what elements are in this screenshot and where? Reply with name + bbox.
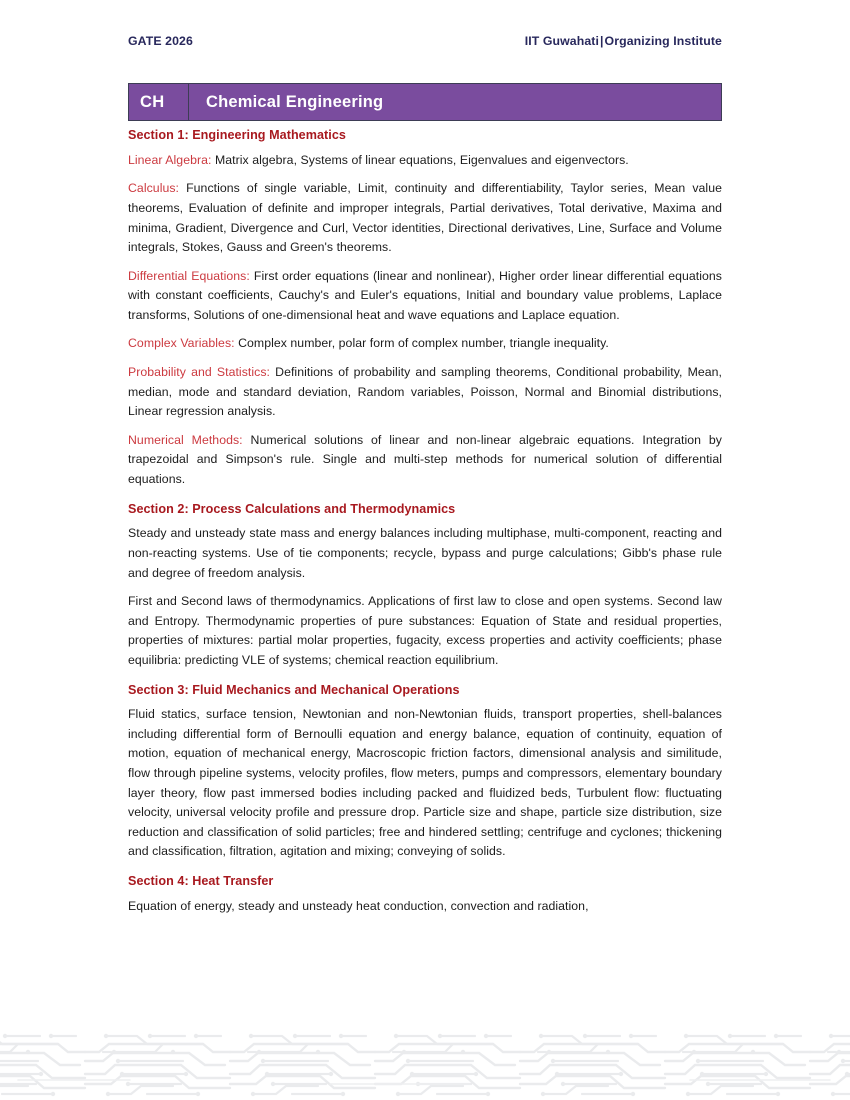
section-heading: Section 3: Fluid Mechanics and Mechanical Operations [128,682,460,697]
topic-label: Calculus: [128,181,180,196]
topic-text: Numerical solutions of linear and non-linear algebraic equations. Integration by trapezoidal and Simpson's rule. Single and multi-step methods for numerical solution of differential equations. [128,432,722,487]
syllabus-paragraph [128,363,722,422]
section-heading: Section 2: Process Calculations and Thermodynamics [128,501,456,516]
syllabus-paragraph [128,179,722,257]
header-exam-title: GATE 2026 [128,34,193,48]
syllabus-paragraph [128,592,722,670]
topic-text: Definitions of probability and sampling theorems, Conditional probability, Mean, median, mode and standard deviation, Random variables, Poisson, Normal and Binomial distributions, Linear regression analysis. [128,365,722,419]
topic-text: Fluid statics, surface tension, Newtonian and non-Newtonian fluids, transport properties, shell-balances including differential form of Bernoulli equation and energy balance, equation of continuity, equation of motion, equation of mechanical energy, Macroscopic friction factors, dimensional analysis and similitude, flow through pipeline systems, velocity profiles, flow meters, pumps and compressors, elementary boundary layer theory, flow past immersed bodies including packed and fluidized beds, Turbulent flow: fluctuating velocity, universal velocity profile and pressure drop. Particle size and shape, particle size distribution, size reduction and classification of solid particles; free and hindered settling; centrifuge and cyclones; thickening and classification, filtration, agitation and mixing; conveying of solids. [128,707,722,859]
topic-text: Matrix algebra, Systems of linear equations, Eigenvalues and eigenvectors. [211,152,629,167]
syllabus-paragraph [128,267,722,326]
syllabus-content [128,128,722,1036]
section-heading: Section 1: Engineering Mathematics [128,128,346,142]
topic-text: Complex number, polar form of complex number, triangle inequality. [234,336,609,351]
topic-label: Linear Algebra: [128,152,212,167]
syllabus-paragraph [128,897,722,917]
topic-label: Complex Variables: [128,336,235,351]
topic-text: First and Second laws of thermodynamics. Applications of first law to close and open systems. Second law and Entropy. Thermodynamic properties of pure substances: Equation of State and residual properties, properties of mixtures: partial molar properties, fugacity, excess properties and activity coefficients; phase equilibria: predicting VLE of systems; chemical reaction equilibrium. [128,594,722,667]
header-separator: | [600,34,604,48]
syllabus-paragraph [128,524,722,583]
subject-code: CH [129,84,189,120]
topic-text: Equation of energy, steady and unsteady heat conduction, convection and radiation, [128,898,589,913]
header-organizing-institute [525,34,722,48]
syllabus-paragraph [128,705,722,862]
page-header [128,34,722,48]
header-institute-role: Organizing Institute [604,34,722,48]
topic-text: Steady and unsteady state mass and energy balances including multiphase, multi-component, reacting and non-reacting systems. Use of tie components; recycle, bypass and purge calculations; Gibb's phase rule and degree of freedom analysis. [128,526,722,580]
topic-label: Numerical Methods: [128,432,243,447]
syllabus-paragraph [128,151,722,171]
syllabus-paragraph [128,334,722,354]
section-heading: Section 4: Heat Transfer [128,874,274,889]
topic-text: First order equations (linear and nonlinear), Higher order linear differential equations with constant coefficients, Cauchy's and Euler's equations, Initial and boundary value problems, Laplace transforms, Solutions of one-dimensional heat and wave equations and Laplace equation. [128,268,722,322]
circuit-pattern-icon [0,1028,850,1100]
header-institute-name: IIT Guwahati [524,34,599,48]
syllabus-paragraph [128,431,722,490]
subject-banner [128,83,722,121]
topic-label: Differential Equations: [128,268,250,283]
topic-label: Probability and Statistics: [128,365,271,380]
subject-name: Chemical Engineering [206,92,384,111]
footer-decoration [0,1028,850,1100]
topic-text: Functions of single variable, Limit, continuity and differentiability, Taylor series, Mean value theorems, Evaluation of definite and improper integrals, Partial derivatives, Total derivative, Maxima and minima, Gradient, Divergence and Curl, Vector identities, Directional derivatives, Line, Surface and Volume integrals, Stokes, Gauss and Green's theorems. [128,181,722,255]
